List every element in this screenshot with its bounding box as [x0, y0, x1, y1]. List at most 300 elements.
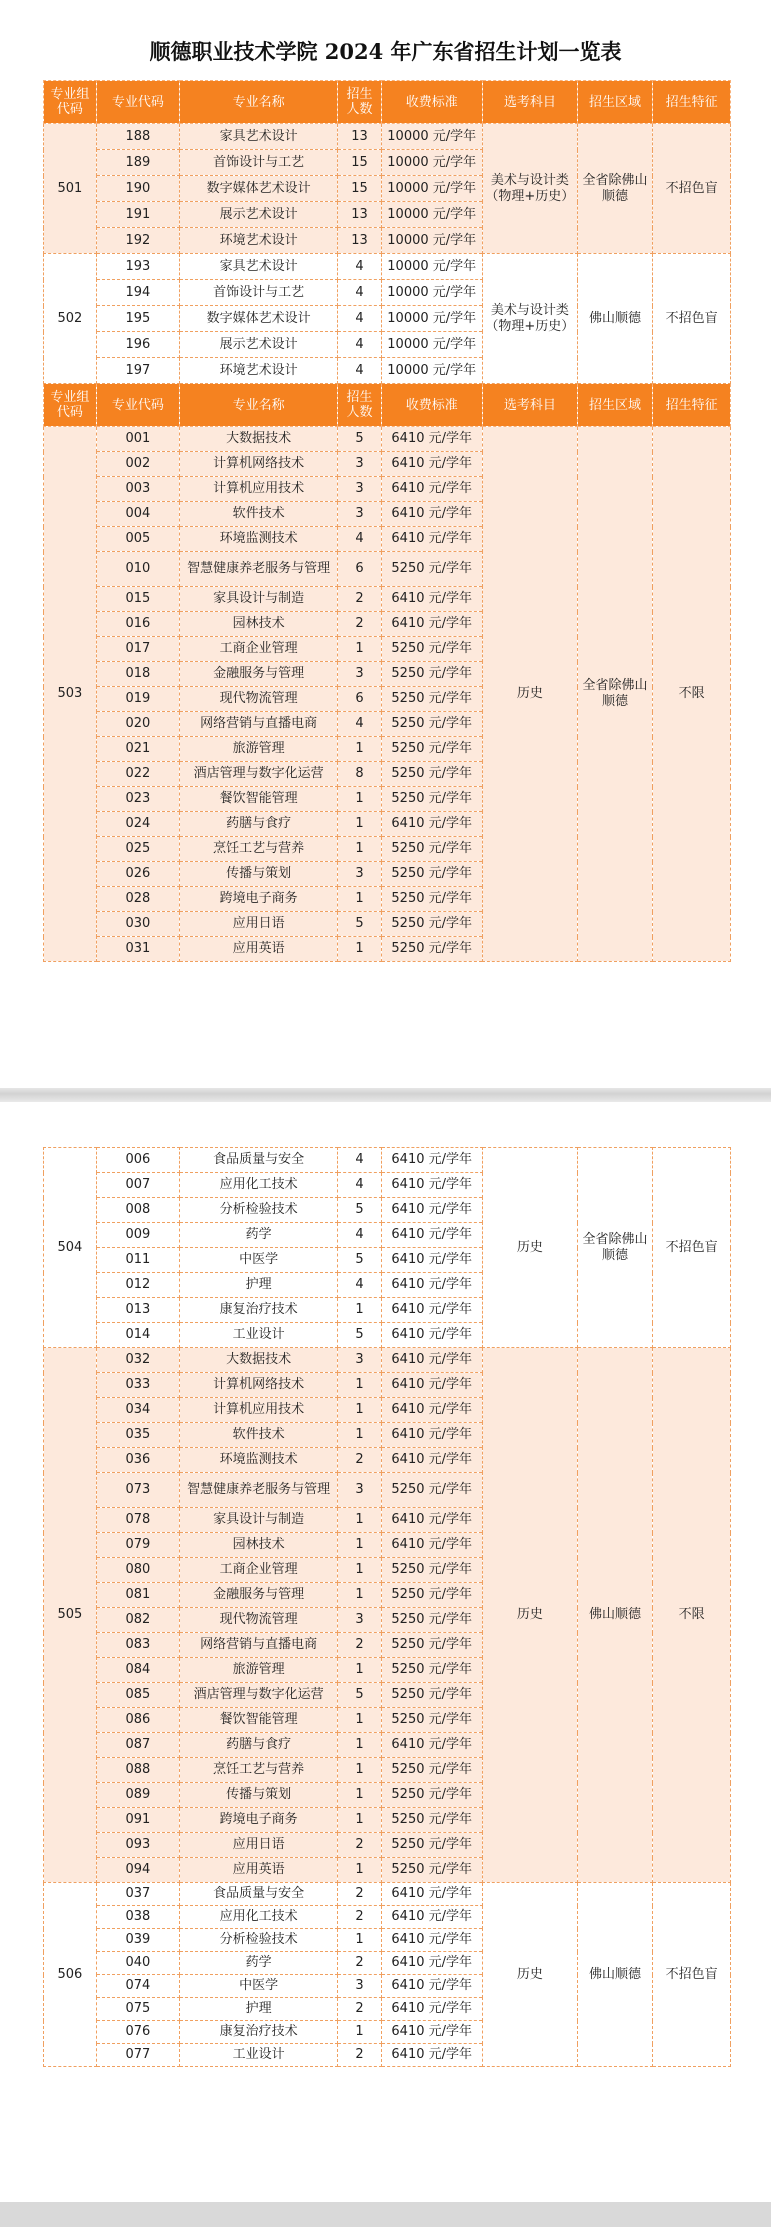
enroll-count: 4 — [338, 712, 381, 737]
group-code-cell: 502 — [44, 254, 97, 384]
table-row — [44, 1883, 731, 1906]
tuition-fee: 6410 元/学年 — [381, 1975, 482, 1998]
major-name: 展示艺术设计 — [179, 332, 338, 358]
enrollment-table-part-2 — [43, 1147, 731, 2067]
enroll-count: 1 — [338, 812, 381, 837]
enroll-count: 1 — [338, 1423, 381, 1448]
major-code: 073 — [96, 1473, 179, 1508]
major-code: 015 — [96, 587, 179, 612]
tuition-fee: 5250 元/学年 — [381, 687, 482, 712]
header-group-code: 专业组代码 — [44, 384, 97, 427]
major-name: 护理 — [179, 1998, 338, 2021]
tuition-fee: 6410 元/学年 — [381, 587, 482, 612]
major-code: 036 — [96, 1448, 179, 1473]
enroll-count: 2 — [338, 1633, 381, 1658]
major-name: 网络营销与直播电商 — [179, 712, 338, 737]
region-cell: 佛山顺德 — [577, 254, 652, 384]
tuition-fee: 5250 元/学年 — [381, 1833, 482, 1858]
major-name: 工业设计 — [179, 2044, 338, 2067]
tuition-fee: 6410 元/学年 — [381, 1223, 482, 1248]
tuition-fee: 6410 元/学年 — [381, 452, 482, 477]
major-code: 076 — [96, 2021, 179, 2044]
header-major-code: 专业代码 — [96, 384, 179, 427]
enroll-count: 1 — [338, 787, 381, 812]
tuition-fee: 5250 元/学年 — [381, 862, 482, 887]
enroll-count: 4 — [338, 1173, 381, 1198]
tuition-fee: 6410 元/学年 — [381, 1929, 482, 1952]
tuition-fee: 10000 元/学年 — [381, 124, 482, 150]
major-code: 022 — [96, 762, 179, 787]
major-name: 工商企业管理 — [179, 1558, 338, 1583]
enroll-count: 5 — [338, 427, 381, 452]
tuition-fee: 6410 元/学年 — [381, 1906, 482, 1929]
major-name: 数字媒体艺术设计 — [179, 306, 338, 332]
enroll-count: 4 — [338, 527, 381, 552]
subject-cell: 历史 — [482, 1148, 577, 1348]
major-name: 酒店管理与数字化运营 — [179, 1683, 338, 1708]
enroll-count: 1 — [338, 1708, 381, 1733]
tuition-fee: 5250 元/学年 — [381, 912, 482, 937]
major-name: 环境监测技术 — [179, 527, 338, 552]
major-name: 应用化工技术 — [179, 1906, 338, 1929]
enroll-count: 2 — [338, 1906, 381, 1929]
major-code: 001 — [96, 427, 179, 452]
major-name: 餐饮智能管理 — [179, 1708, 338, 1733]
major-code: 012 — [96, 1273, 179, 1298]
document-title: 顺德职业技术学院 2024 年广东省招生计划一览表 — [149, 39, 622, 64]
major-name: 首饰设计与工艺 — [179, 280, 338, 306]
enroll-count: 5 — [338, 1248, 381, 1273]
enroll-count: 1 — [338, 2021, 381, 2044]
major-name: 园林技术 — [179, 1533, 338, 1558]
major-name: 大数据技术 — [179, 427, 338, 452]
feature-cell: 不招色盲 — [653, 124, 731, 254]
enroll-count: 5 — [338, 1198, 381, 1223]
enroll-count: 4 — [338, 280, 381, 306]
enroll-count: 5 — [338, 912, 381, 937]
major-code: 020 — [96, 712, 179, 737]
major-code: 083 — [96, 1633, 179, 1658]
feature-cell: 不限 — [653, 1348, 731, 1883]
tuition-fee: 6410 元/学年 — [381, 2021, 482, 2044]
major-name: 数字媒体艺术设计 — [179, 176, 338, 202]
tuition-fee: 6410 元/学年 — [381, 1448, 482, 1473]
major-code: 075 — [96, 1998, 179, 2021]
enroll-count: 1 — [338, 1298, 381, 1323]
enroll-count: 4 — [338, 1223, 381, 1248]
region-cell: 全省除佛山顺德 — [577, 427, 652, 962]
major-name: 旅游管理 — [179, 1658, 338, 1683]
enroll-count: 2 — [338, 612, 381, 637]
enroll-count: 15 — [338, 150, 381, 176]
enroll-count: 1 — [338, 1398, 381, 1423]
header-major-name: 专业名称 — [179, 384, 338, 427]
major-code: 093 — [96, 1833, 179, 1858]
major-code: 189 — [96, 150, 179, 176]
enroll-count: 1 — [338, 1373, 381, 1398]
major-name: 应用日语 — [179, 912, 338, 937]
tuition-fee: 6410 元/学年 — [381, 1173, 482, 1198]
tuition-fee: 6410 元/学年 — [381, 1148, 482, 1173]
major-code: 031 — [96, 937, 179, 962]
subject-cell: 历史 — [482, 1348, 577, 1883]
group-code-cell: 506 — [44, 1883, 97, 2067]
tuition-fee: 5250 元/学年 — [381, 887, 482, 912]
major-name: 分析检验技术 — [179, 1198, 338, 1223]
major-code: 086 — [96, 1708, 179, 1733]
tuition-fee: 5250 元/学年 — [381, 637, 482, 662]
enroll-count: 2 — [338, 587, 381, 612]
major-code: 088 — [96, 1758, 179, 1783]
tuition-fee: 6410 元/学年 — [381, 1952, 482, 1975]
subject-cell: 美术与设计类（物理+历史） — [482, 254, 577, 384]
enroll-count: 1 — [338, 1658, 381, 1683]
major-name: 药学 — [179, 1952, 338, 1975]
tuition-fee: 10000 元/学年 — [381, 280, 482, 306]
major-name: 药膳与食疗 — [179, 812, 338, 837]
enroll-count: 13 — [338, 124, 381, 150]
region-cell: 佛山顺德 — [577, 1883, 652, 2067]
major-name: 护理 — [179, 1273, 338, 1298]
enroll-count: 6 — [338, 687, 381, 712]
major-code: 005 — [96, 527, 179, 552]
enroll-count: 3 — [338, 1608, 381, 1633]
enroll-count: 1 — [338, 1558, 381, 1583]
major-name: 智慧健康养老服务与管理 — [179, 552, 338, 587]
major-name: 应用化工技术 — [179, 1173, 338, 1198]
major-name: 家具设计与制造 — [179, 1508, 338, 1533]
tuition-fee: 5250 元/学年 — [381, 662, 482, 687]
major-name: 环境艺术设计 — [179, 358, 338, 384]
enroll-count: 4 — [338, 306, 381, 332]
enroll-count: 1 — [338, 1583, 381, 1608]
tuition-fee: 5250 元/学年 — [381, 1558, 482, 1583]
major-code: 079 — [96, 1533, 179, 1558]
enroll-count: 4 — [338, 1148, 381, 1173]
tuition-fee: 6410 元/学年 — [381, 2044, 482, 2067]
major-code: 091 — [96, 1808, 179, 1833]
major-name: 康复治疗技术 — [179, 1298, 338, 1323]
major-code: 197 — [96, 358, 179, 384]
enroll-count: 1 — [338, 1533, 381, 1558]
tuition-fee: 5250 元/学年 — [381, 1858, 482, 1883]
major-code: 082 — [96, 1608, 179, 1633]
enroll-count: 3 — [338, 502, 381, 527]
tuition-fee: 10000 元/学年 — [381, 358, 482, 384]
major-name: 餐饮智能管理 — [179, 787, 338, 812]
tuition-fee: 6410 元/学年 — [381, 1398, 482, 1423]
tuition-fee: 10000 元/学年 — [381, 254, 482, 280]
major-code: 084 — [96, 1658, 179, 1683]
enroll-count: 1 — [338, 1808, 381, 1833]
major-code: 074 — [96, 1975, 179, 1998]
major-code: 009 — [96, 1223, 179, 1248]
tuition-fee: 6410 元/学年 — [381, 1298, 482, 1323]
major-name: 应用日语 — [179, 1833, 338, 1858]
group-code-cell: 504 — [44, 1148, 97, 1348]
major-code: 190 — [96, 176, 179, 202]
feature-cell: 不限 — [653, 427, 731, 962]
enroll-count: 1 — [338, 1733, 381, 1758]
major-code: 011 — [96, 1248, 179, 1273]
feature-cell: 不招色盲 — [653, 254, 731, 384]
enroll-count: 4 — [338, 332, 381, 358]
major-name: 中医学 — [179, 1975, 338, 1998]
major-name: 分析检验技术 — [179, 1929, 338, 1952]
tuition-fee: 5250 元/学年 — [381, 762, 482, 787]
tuition-fee: 6410 元/学年 — [381, 502, 482, 527]
tuition-fee: 5250 元/学年 — [381, 1708, 482, 1733]
tuition-fee: 5250 元/学年 — [381, 1783, 482, 1808]
major-code: 034 — [96, 1398, 179, 1423]
major-code: 192 — [96, 228, 179, 254]
tuition-fee: 6410 元/学年 — [381, 1248, 482, 1273]
tuition-fee: 6410 元/学年 — [381, 1423, 482, 1448]
major-code: 081 — [96, 1583, 179, 1608]
major-name: 首饰设计与工艺 — [179, 150, 338, 176]
tuition-fee: 10000 元/学年 — [381, 176, 482, 202]
major-code: 021 — [96, 737, 179, 762]
header-region: 招生区域 — [577, 81, 652, 124]
major-code: 035 — [96, 1423, 179, 1448]
tuition-fee: 5250 元/学年 — [381, 1683, 482, 1708]
header-count: 招生人数 — [338, 384, 381, 427]
major-code: 191 — [96, 202, 179, 228]
subject-cell: 历史 — [482, 427, 577, 962]
major-code: 028 — [96, 887, 179, 912]
header-feature: 招生特征 — [653, 384, 731, 427]
major-name: 药学 — [179, 1223, 338, 1248]
enroll-count: 5 — [338, 1323, 381, 1348]
enroll-count: 3 — [338, 1975, 381, 1998]
major-code: 089 — [96, 1783, 179, 1808]
tuition-fee: 6410 元/学年 — [381, 427, 482, 452]
major-name: 家具设计与制造 — [179, 587, 338, 612]
enroll-count: 1 — [338, 1858, 381, 1883]
tuition-fee: 5250 元/学年 — [381, 937, 482, 962]
major-code: 023 — [96, 787, 179, 812]
major-code: 013 — [96, 1298, 179, 1323]
tuition-fee: 6410 元/学年 — [381, 812, 482, 837]
major-code: 188 — [96, 124, 179, 150]
tuition-fee: 5250 元/学年 — [381, 837, 482, 862]
tuition-fee: 10000 元/学年 — [381, 228, 482, 254]
major-code: 078 — [96, 1508, 179, 1533]
major-name: 软件技术 — [179, 1423, 338, 1448]
major-name: 家具艺术设计 — [179, 254, 338, 280]
tuition-fee: 6410 元/学年 — [381, 1323, 482, 1348]
major-name: 计算机应用技术 — [179, 1398, 338, 1423]
header-major-name: 专业名称 — [179, 81, 338, 124]
tuition-fee: 5250 元/学年 — [381, 1583, 482, 1608]
feature-cell: 不招色盲 — [653, 1148, 731, 1348]
group-code-cell: 503 — [44, 427, 97, 962]
major-name: 传播与策划 — [179, 1783, 338, 1808]
header-subject: 选考科目 — [482, 384, 577, 427]
table-row — [44, 1148, 731, 1173]
major-code: 008 — [96, 1198, 179, 1223]
tuition-fee: 6410 元/学年 — [381, 1733, 482, 1758]
major-code: 195 — [96, 306, 179, 332]
major-name: 应用英语 — [179, 937, 338, 962]
major-code: 037 — [96, 1883, 179, 1906]
enroll-count: 1 — [338, 1508, 381, 1533]
enroll-count: 6 — [338, 552, 381, 587]
enroll-count: 4 — [338, 1273, 381, 1298]
major-name: 食品质量与安全 — [179, 1148, 338, 1173]
tuition-fee: 10000 元/学年 — [381, 202, 482, 228]
region-cell: 佛山顺德 — [577, 1348, 652, 1883]
major-code: 003 — [96, 477, 179, 502]
major-name: 计算机应用技术 — [179, 477, 338, 502]
tuition-fee: 5250 元/学年 — [381, 1608, 482, 1633]
major-name: 旅游管理 — [179, 737, 338, 762]
major-name: 展示艺术设计 — [179, 202, 338, 228]
header-fee: 收费标准 — [381, 384, 482, 427]
major-name: 康复治疗技术 — [179, 2021, 338, 2044]
tuition-fee: 5250 元/学年 — [381, 1758, 482, 1783]
major-code: 194 — [96, 280, 179, 306]
tuition-fee: 6410 元/学年 — [381, 477, 482, 502]
enroll-count: 1 — [338, 837, 381, 862]
page-separator — [0, 1088, 771, 1102]
enroll-count: 1 — [338, 1929, 381, 1952]
major-name: 药膳与食疗 — [179, 1733, 338, 1758]
major-name: 传播与策划 — [179, 862, 338, 887]
header-subject: 选考科目 — [482, 81, 577, 124]
enroll-count: 1 — [338, 937, 381, 962]
tuition-fee: 5250 元/学年 — [381, 1473, 482, 1508]
tuition-fee: 6410 元/学年 — [381, 1883, 482, 1906]
major-code: 077 — [96, 2044, 179, 2067]
major-name: 计算机网络技术 — [179, 452, 338, 477]
enroll-count: 8 — [338, 762, 381, 787]
tuition-fee: 5250 元/学年 — [381, 712, 482, 737]
enroll-count: 1 — [338, 887, 381, 912]
document-page-1 — [0, 0, 771, 1088]
major-name: 环境艺术设计 — [179, 228, 338, 254]
major-code: 087 — [96, 1733, 179, 1758]
enrollment-table-part-1 — [43, 80, 731, 962]
tuition-fee: 5250 元/学年 — [381, 552, 482, 587]
major-code: 039 — [96, 1929, 179, 1952]
major-name: 软件技术 — [179, 502, 338, 527]
enroll-count: 4 — [338, 254, 381, 280]
major-code: 006 — [96, 1148, 179, 1173]
tuition-fee: 5250 元/学年 — [381, 737, 482, 762]
major-name: 酒店管理与数字化运营 — [179, 762, 338, 787]
region-cell: 全省除佛山顺德 — [577, 1148, 652, 1348]
major-name: 金融服务与管理 — [179, 1583, 338, 1608]
major-code: 018 — [96, 662, 179, 687]
major-code: 025 — [96, 837, 179, 862]
major-code: 085 — [96, 1683, 179, 1708]
major-name: 烹饪工艺与营养 — [179, 1758, 338, 1783]
major-name: 环境监测技术 — [179, 1448, 338, 1473]
enroll-count: 2 — [338, 1998, 381, 2021]
major-code: 030 — [96, 912, 179, 937]
major-name: 现代物流管理 — [179, 687, 338, 712]
table-row — [44, 427, 731, 452]
enroll-count: 13 — [338, 228, 381, 254]
major-code: 196 — [96, 332, 179, 358]
enroll-count: 5 — [338, 1683, 381, 1708]
major-name: 计算机网络技术 — [179, 1373, 338, 1398]
header-major-code: 专业代码 — [96, 81, 179, 124]
major-code: 033 — [96, 1373, 179, 1398]
header-region: 招生区域 — [577, 384, 652, 427]
tuition-fee: 10000 元/学年 — [381, 332, 482, 358]
tuition-fee: 5250 元/学年 — [381, 787, 482, 812]
major-name: 烹饪工艺与营养 — [179, 837, 338, 862]
table-header-row — [44, 81, 731, 124]
major-name: 家具艺术设计 — [179, 124, 338, 150]
major-code: 002 — [96, 452, 179, 477]
major-name: 大数据技术 — [179, 1348, 338, 1373]
group-code-cell: 501 — [44, 124, 97, 254]
major-code: 032 — [96, 1348, 179, 1373]
enroll-count: 1 — [338, 737, 381, 762]
major-code: 094 — [96, 1858, 179, 1883]
tuition-fee: 6410 元/学年 — [381, 1198, 482, 1223]
enroll-count: 3 — [338, 477, 381, 502]
major-name: 网络营销与直播电商 — [179, 1633, 338, 1658]
major-name: 金融服务与管理 — [179, 662, 338, 687]
tuition-fee: 6410 元/学年 — [381, 527, 482, 552]
table-row — [44, 254, 731, 280]
major-code: 007 — [96, 1173, 179, 1198]
table-header-row — [44, 384, 731, 427]
major-name: 工业设计 — [179, 1323, 338, 1348]
page-separator-bottom — [0, 2202, 771, 2227]
major-name: 食品质量与安全 — [179, 1883, 338, 1906]
major-code: 019 — [96, 687, 179, 712]
major-name: 现代物流管理 — [179, 1608, 338, 1633]
enroll-count: 3 — [338, 1473, 381, 1508]
major-name: 应用英语 — [179, 1858, 338, 1883]
subject-cell: 历史 — [482, 1883, 577, 2067]
major-code: 193 — [96, 254, 179, 280]
major-code: 026 — [96, 862, 179, 887]
enroll-count: 1 — [338, 637, 381, 662]
tuition-fee: 6410 元/学年 — [381, 1373, 482, 1398]
header-fee: 收费标准 — [381, 81, 482, 124]
tuition-fee: 6410 元/学年 — [381, 1533, 482, 1558]
enroll-count: 3 — [338, 662, 381, 687]
enroll-count: 4 — [338, 358, 381, 384]
major-name: 跨境电子商务 — [179, 887, 338, 912]
enroll-count: 3 — [338, 862, 381, 887]
major-code: 080 — [96, 1558, 179, 1583]
enroll-count: 15 — [338, 176, 381, 202]
tuition-fee: 6410 元/学年 — [381, 1998, 482, 2021]
major-code: 024 — [96, 812, 179, 837]
tuition-fee: 6410 元/学年 — [381, 1273, 482, 1298]
subject-cell: 美术与设计类（物理+历史） — [482, 124, 577, 254]
enroll-count: 1 — [338, 1758, 381, 1783]
tuition-fee: 5250 元/学年 — [381, 1808, 482, 1833]
enroll-count: 2 — [338, 1448, 381, 1473]
region-cell: 全省除佛山顺德 — [577, 124, 652, 254]
major-name: 园林技术 — [179, 612, 338, 637]
major-code: 016 — [96, 612, 179, 637]
major-name: 跨境电子商务 — [179, 1808, 338, 1833]
tuition-fee: 5250 元/学年 — [381, 1633, 482, 1658]
feature-cell: 不招色盲 — [653, 1883, 731, 2067]
major-name: 智慧健康养老服务与管理 — [179, 1473, 338, 1508]
major-name: 工商企业管理 — [179, 637, 338, 662]
major-code: 017 — [96, 637, 179, 662]
